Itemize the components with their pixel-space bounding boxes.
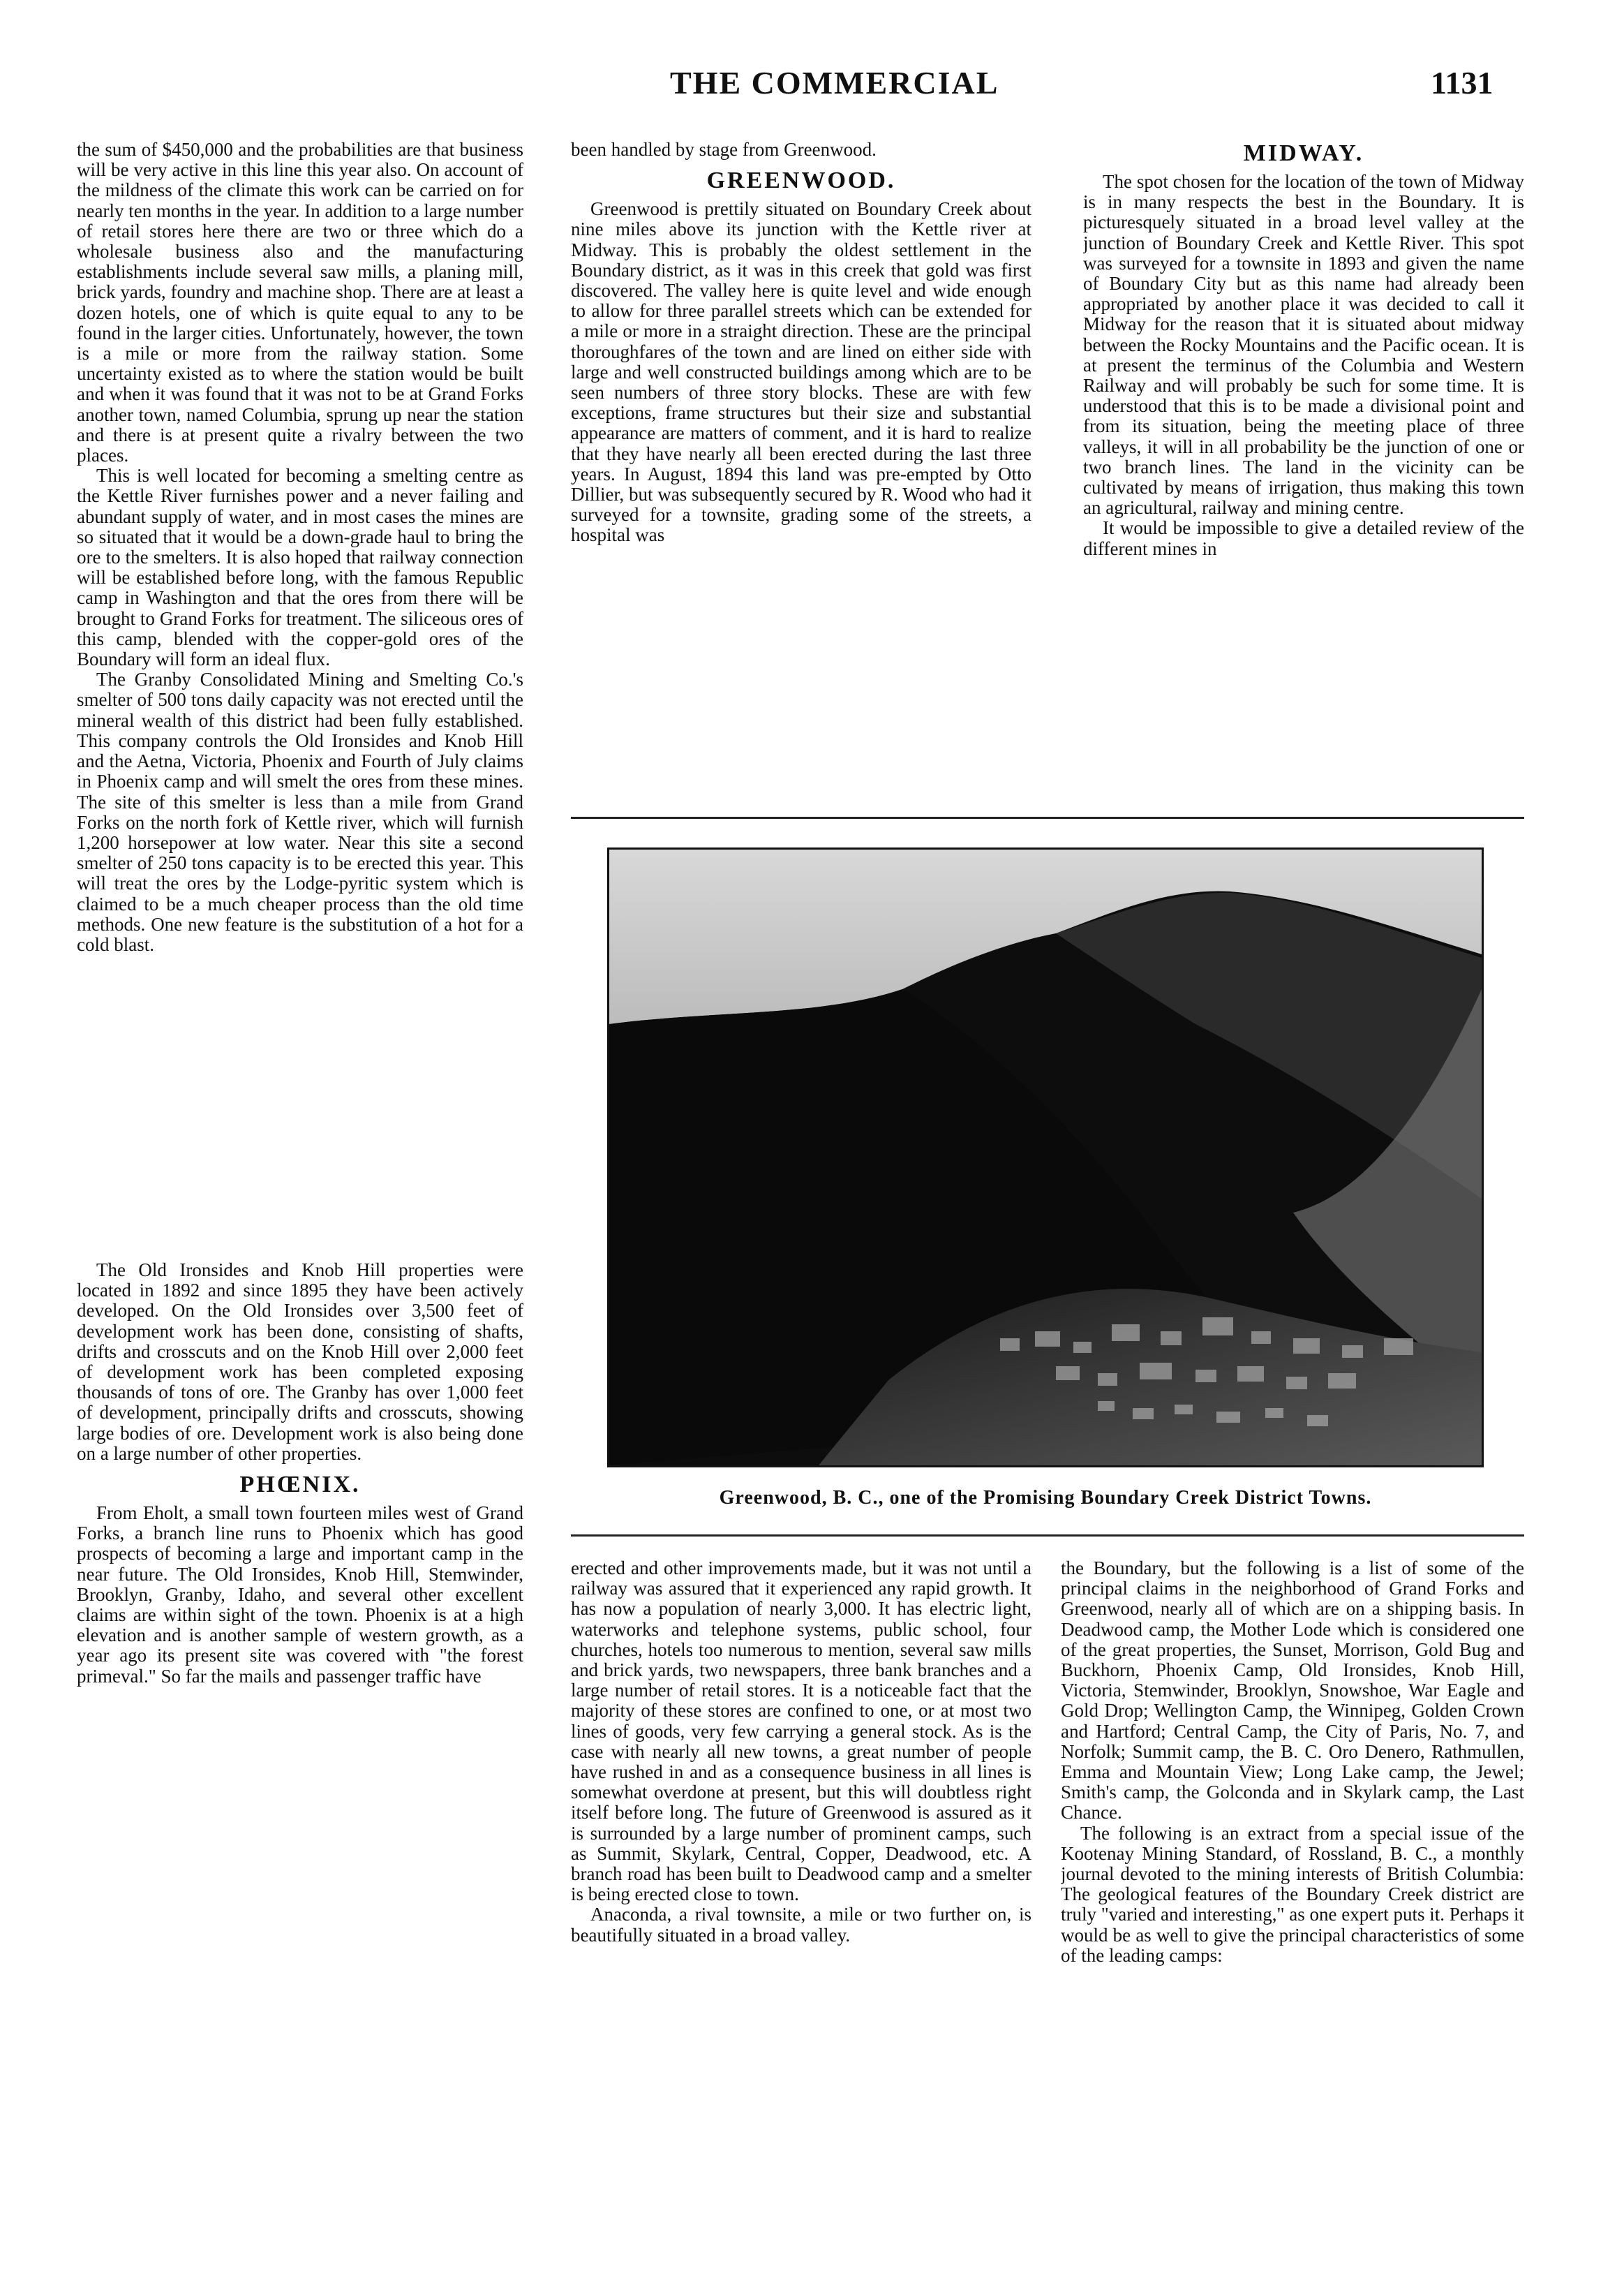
column-2-continued [571, 1558, 1031, 2242]
paragraph: This is well located for becoming a smelting centre as the Kettle River furnishes power and a never failing and abundant supply of water, and in most cases the mines are so situated that it would be a down-grade haul to bring the ore to the smelters. It is also hoped that railway connection will be established before long, with the famous Republic camp in Washington and that the ores from there will be brought to Grand Forks for treatment. The siliceous ores of this camp, blended with the copper-gold ores of the Boundary will form an ideal flux. [77, 465, 523, 670]
column-1-continued [77, 1260, 523, 2237]
divider-rule [571, 817, 1524, 819]
photograph-image [609, 850, 1482, 1465]
paragraph: been handled by stage from Greenwood. [571, 140, 877, 160]
column-1 [77, 140, 523, 1260]
running-title: THE COMMERCIAL [670, 65, 999, 101]
paragraph: the sum of $450,000 and the probabilities are that business will be very active in this line this year also. On account of the mildness of the climate this work can be carried on for nearly ten months in the year. In addition to a large number of retail stores here there are two or three which do a wholesale business also and the manufacturing establishments include several saw mills, a planing mill, brick yards, foundry and machine shop. There are at least a dozen hotels, one of which is quite equal to any to be found in the larger cities. Unfortunately, however, the town is a mile or more from the railway station. Some uncertainty existed as to where the station would be built and when it was found that it was not to be at Grand Forks another town, named Columbia, sprung up near the station and there is at present quite a rivalry between the two places. [77, 140, 523, 466]
column-2 [571, 140, 1031, 789]
section-heading-phoenix: PHŒNIX. [239, 1472, 361, 1498]
paragraph: It would be impossible to give a detailed review of the different mines in [1083, 517, 1524, 559]
figure-caption: Greenwood, B. C., one of the Promising Boundary Creek District Towns. [719, 1487, 1372, 1509]
column-3-continued [1061, 1558, 1524, 2242]
paragraph: From Eholt, a small town fourteen miles west of Grand Forks, a branch line runs to Phoenix which has good prospects of becoming a large and important camp in the near future. The Old Ironsides, Knob Hill, Stemwinder, Brooklyn, Granby, Idaho, and several other excellent claims are within sight of the town. Phoenix is at a high elevation and is another sample of western growth, as a year ago its present site was covered with "the forest primeval." So far the mails and passenger traffic have [77, 1502, 523, 1687]
paragraph: erected and other improvements made, but it was not until a railway was assured that it experienced any rapid growth. It has now a population of nearly 3,000. It has electric light, waterworks and telephone systems, public school, four churches, hotels too numerous to mention, several saw mills and brick yards, two newspapers, three bank branches and a large number of retail stores. It is a noticeable fact that the majority of these stores are confined to one, or at most two lines of goods, very few carrying a general stock. As is the case with nearly all new towns, a great number of people have rushed in and as a consequence business in all lines is somewhat overdone at present, but this will doubtless right itself before long. The future of Greenwood is assured as it is surrounded by a large number of prominent camps, such as Summit, Skylark, Central, Copper, Deadwood, etc. A branch road has been built to Deadwood camp and a smelter is being erected close to town. [571, 1558, 1031, 1905]
page-number: 1131 [1431, 65, 1493, 101]
paragraph: The Granby Consolidated Mining and Smelting Co.'s smelter of 500 tons daily capacity was not erected until the mineral wealth of this district had been fully established. This company controls the Old Ironsides and Knob Hill and the Aetna, Victoria, Phoenix and Fourth of July claims in Phoenix camp and will smelt the ores from these mines. The site of this smelter is less than a mile from Grand Forks on the north fork of Kettle river, which will furnish 1,200 horsepower at low water. Near this site a second smelter of 250 tons capacity is to be erected this year. This will treat the ores by the Lodge-pyritic system which is claimed to be a much cheaper process than the old time methods. One new feature is the substitution of a hot for a cold blast. [77, 669, 523, 955]
paragraph: Greenwood is prettily situated on Boundary Creek about nine miles above its junction with the Kettle river at Midway. This is probably the oldest settlement in the Boundary district, as it was in this creek that gold was first discovered. The valley here is quite level and wide enough to allow for three parallel streets which can be extended for a mile or more in a straight direction. These are the principal thoroughfares of the town and are lined on either side with large and well constructed buildings among which are to be seen numbers of three story blocks. These are with few exceptions, frame structures but their size and substantial appearance are matters of comment, and it is hard to realize that they have nearly all been erected during the last three years. In August, 1894 this land was pre-empted by Otto Dillier, but was subsequently secured by R. Wood who had it surveyed for a townsite, grading some of the streets, a hospital was [571, 198, 1031, 546]
paragraph: The spot chosen for the location of the town of Midway is in many respects the best in the Boundary. It is picturesquely situated in a broad level valley at the junction of Boundary Creek and Kettle River. This spot was surveyed for a townsite in 1893 and given the name of Boundary City but as this name had already been appropriated by another place it was decided to call it Midway for the reason that it is situated about midway between the Rocky Mountains and the Pacific ocean. It is at present the terminus of the Columbia and Western Railway and will probably be such for some time. It is understood that this is to be made a divisional point and from its situation, being the meeting place of three valleys, it will in all probability be the junction of one or two branch lines. The land in the vicinity can be cultivated by means of irrigation, thus making this town an agricultural, railway and mining centre. [1083, 171, 1524, 519]
paragraph: Anaconda, a rival townsite, a mile or two further on, is beautifully situated in a broad valley. [571, 1904, 1031, 1946]
greenwood-photograph [607, 847, 1484, 1467]
section-heading-greenwood: GREENWOOD. [706, 168, 896, 194]
paragraph: the Boundary, but the following is a list of some of the principal claims in the neighborhood of Grand Forks and Greenwood, nearly all of which are on a shipping basis. In Deadwood camp, the Mother Lode which is considered one of the great properties, the Sunset, Morrison, Gold Bug and Buckhorn, Phoenix Camp, Old Ironsides, Knob Hill, Victoria, Stemwinder, Brooklyn, Snowshoe, War Eagle and Gold Drop; Wellington Camp, the Winnipeg, Golden Crown and Hartford; Central Camp, the City of Paris, No. 7, and Norfolk; Summit camp, the B. C. Oro Denero, Rathmullen, Emma and Mountain View; Long Lake camp, the Jewel; Smith's camp, the Golconda and in Skylark camp, the Last Chance. [1061, 1558, 1524, 1823]
paragraph: The following is an extract from a special issue of the Kootenay Mining Standard, of Rossland, B. C., a monthly journal devoted to the mining interests of British Columbia: The geological features of the Boundary Creek district are truly "varied and interesting," as one expert puts it. Perhaps it would be as well to give the principal characteristics of some of the leading camps: [1061, 1822, 1524, 1966]
section-heading-midway: MIDWAY. [1243, 140, 1364, 166]
divider-rule [571, 1534, 1524, 1537]
paragraph: The Old Ironsides and Knob Hill properties were located in 1892 and since 1895 they have been actively developed. On the Old Ironsides over 3,500 feet of development work has been done, consisting of shafts, drifts and crosscuts and on the Knob Hill over 2,000 feet of development work has been completed exposing thousands of tons of ore. The Granby has over 1,000 feet of development, principally drifts and crosscuts, showing large bodies of ore. Development work is also being done on a large number of other properties. [77, 1260, 523, 1464]
column-3 [1083, 140, 1524, 789]
